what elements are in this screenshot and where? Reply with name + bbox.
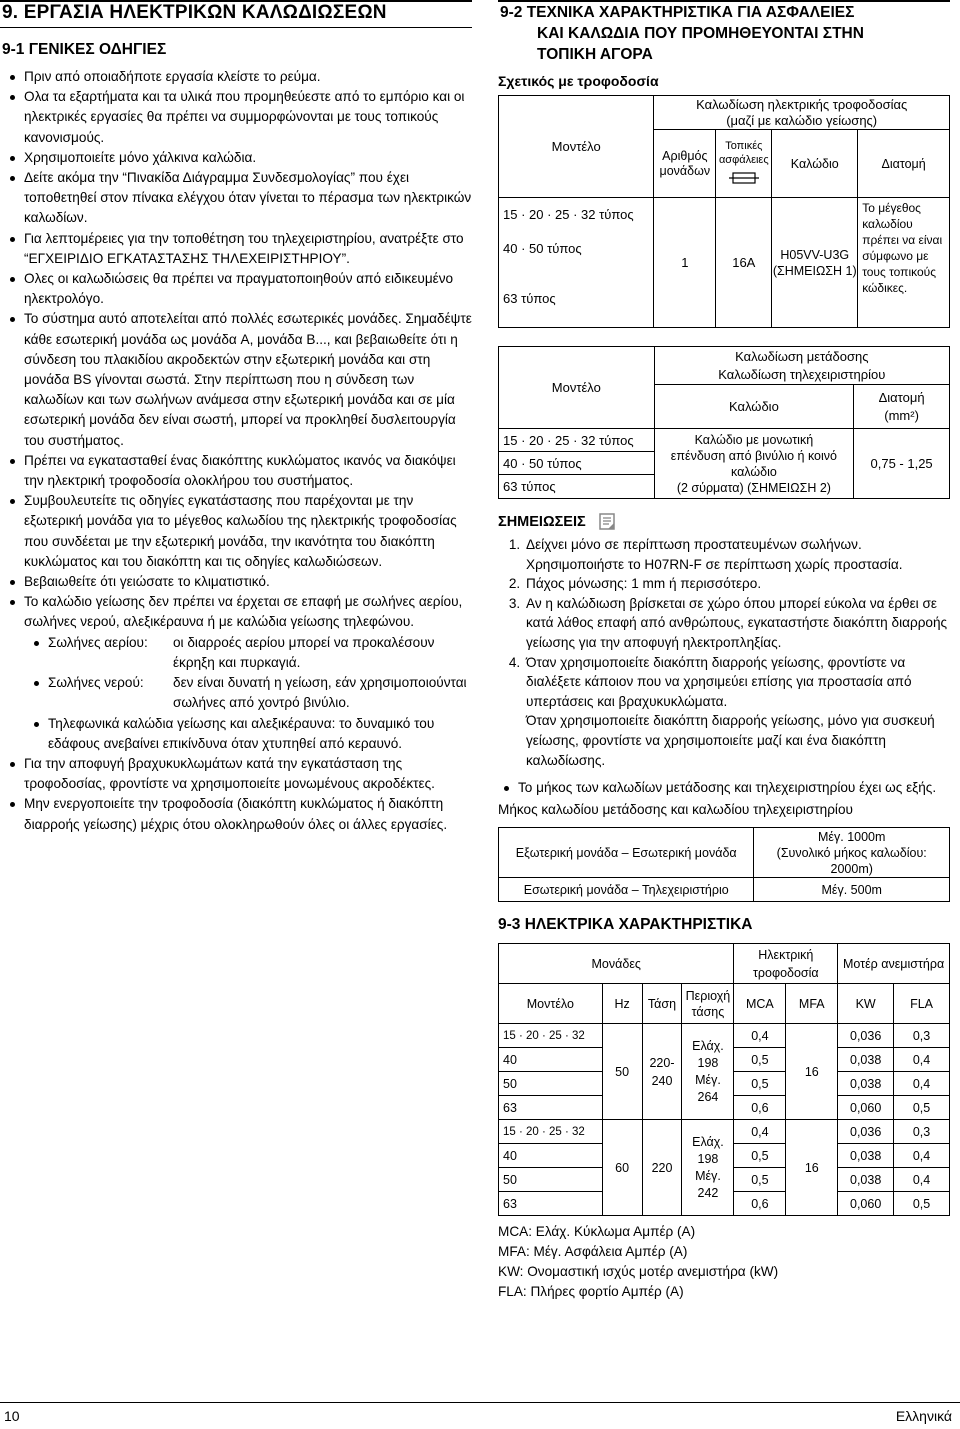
header-line: Καλωδίωση ηλεκτρικής τροφοδοσίας	[696, 96, 908, 112]
cell-kw: 0,036	[838, 1120, 894, 1144]
note-paragraph: Όταν χρησιμοποιείτε διακόπτη διαρροής γείωσης, μόνο για συσκευή γείωσης, φροντίστε να χρησιμοποιείτε μαζί και ένα διακόπτη καλωδίωσης.	[526, 713, 935, 768]
sublist-value: δεν είναι δυνατή η γείωση, εάν χρησιμοποιούνται σωλήνες από χοντρό βινύλιο.	[173, 675, 467, 711]
cable-value	[772, 198, 858, 328]
length-row-value	[754, 828, 950, 878]
list-item: Συμβουλευτείτε τις οδηγίες εγκατάστασης που παρέχονται με την εξωτερική μονάδα για το μέγεθος καλωδίου της ηλεκτρικής τροφοδοσίας που συνδέεται με την εξωτερική μονάδα, την ικανότητα του διακόπτη κυκλώματος και του διακόπτη και τις οδηγίες καλωδιώσεων.	[10, 491, 472, 572]
legend-item: MFA: Μέγ. Ασφάλεια Αμπέρ (A)	[498, 1244, 688, 1260]
table-header-model: Μοντέλο	[499, 96, 654, 198]
cell-kw: 0,038	[838, 1048, 894, 1072]
table-header-power-wiring	[654, 96, 950, 130]
table-header-mca: MCA	[734, 984, 786, 1024]
footer-rule	[0, 1402, 960, 1403]
fuse-icon	[729, 171, 759, 185]
list-item: Μην ενεργοποιείτε την τροφοδοσία (διακόπτη κυκλώματος ή διακόπτη διαρροής γείωσης) μέχρις ότου ολοκληρωθούν όλες οι άλλες εργασίες.	[10, 794, 472, 834]
cell-fla: 0,4	[894, 1168, 950, 1192]
list-item: Το σύστημα αυτό αποτελείται από πολλές εσωτερικές μονάδες. Σημαδέψτε κάθε εσωτερική μονάδα ως μονάδα A, μονάδα B..., και βεβαιωθείτε ότι η σύνδεση του πλακιδίου ακροδεκτών στην εξωτερική μονάδα και στη μονάδα BS γίνονται σωστά. Στην περίπτωση που η σύνδεση των καλωδίων και των σωλήνων ανάμεσα στην εξωτερική μονάδα και σε μία εσωτερική μονάδα δεν είναι σωστή, μπορεί να προκληθεί δυσλειτουργία του συστήματος.	[10, 309, 472, 450]
chapter-title: 9. ΕΡΓΑΣΙΑ ΗΛΕΚΤΡΙΚΩΝ ΚΑΛΩΔΙΩΣΕΩΝ	[0, 0, 472, 28]
header-line: Καλωδίωση μετάδοσης	[735, 348, 869, 364]
table-row	[499, 1024, 950, 1048]
cell-model: 40	[499, 1048, 603, 1072]
table-header-cable: Καλώδιο	[772, 130, 858, 198]
cell-model: 40	[499, 1144, 603, 1168]
legend-item: MCA: Ελάχ. Κύκλωμα Αμπέρ (A)	[498, 1224, 696, 1240]
length-list	[498, 778, 950, 798]
cell-fla: 0,4	[894, 1048, 950, 1072]
cell-mfa: 16	[786, 1024, 838, 1120]
notes-list	[498, 535, 950, 770]
cable-length-table	[498, 827, 950, 902]
cell-fla: 0,4	[894, 1072, 950, 1096]
cell-hz: 50	[602, 1024, 642, 1120]
cable-value	[654, 429, 854, 499]
table-header-model: Μοντέλο	[499, 347, 655, 429]
length-heading: Μήκος καλωδίου μετάδοσης και καλωδίου τηλεχειριστηρίου	[498, 802, 853, 818]
cell-fla: 0,3	[894, 1024, 950, 1048]
notes-title-text: ΣΗΜΕΙΩΣΕΙΣ	[498, 514, 586, 530]
cell-mca: 0,5	[734, 1048, 786, 1072]
section-title-9-2	[498, 0, 950, 65]
note-item: 1. Δείχνει μόνο σε περίπτωση προστατευμένων σωλήνων. Χρησιμοποιήστε το H07RN-F σε περίπτωση χωρίς προστασία.	[524, 535, 950, 574]
cell-kw: 0,038	[838, 1144, 894, 1168]
cell-line: (ΣΗΜΕΙΩΣΗ 1)	[772, 263, 857, 278]
header-line: Καλωδίωση τηλεχειριστηρίου	[718, 366, 886, 382]
cell-kw: 0,060	[838, 1192, 894, 1216]
cell-range: Ελάχ. 198 Μέγ. 242	[682, 1120, 734, 1216]
notes-title	[498, 513, 950, 531]
model-name: 40 · 50 τύπος	[499, 452, 654, 475]
cell-kw: 0,038	[838, 1072, 894, 1096]
section-title-line: 9-2 ΤΕΧΝΙΚΑ ΧΑΡΑΚΤΗΡΙΣΤΙΚΑ ΓΙΑ ΑΣΦΑΛΕΙΕΣ	[500, 4, 855, 21]
cell-hz: 60	[602, 1120, 642, 1216]
cell-volt: 220-240	[642, 1024, 682, 1120]
cell-fla: 0,3	[894, 1120, 950, 1144]
list-item-text: Το καλώδιο γείωσης δεν πρέπει να έρχεται σε επαφή με σωλήνες αερίου, σωλήνες νερού, αλεξικέραυνα ή με καλώδια γείωσης τηλεφώνου.	[24, 594, 463, 630]
legend-item: KW: Ονομαστική ισχύς μοτέρ ανεμιστήρα (kW)	[498, 1264, 779, 1280]
cell-model: 15 · 20 · 25 · 32	[499, 1024, 603, 1048]
table-header-hz: Hz	[602, 984, 642, 1024]
table-header-mfa: MFA	[786, 984, 838, 1024]
table-header-range: Περιοχή τάσης	[682, 984, 734, 1024]
header-line: (μαζί με καλώδιο γείωσης)	[726, 112, 878, 128]
cell-model: 50	[499, 1168, 603, 1192]
table-header-motor: Μοτέρ ανεμιστήρα	[838, 944, 950, 984]
table-legend	[498, 1222, 950, 1302]
table-header-section: Διατομή	[858, 130, 950, 198]
model-list	[499, 429, 655, 499]
fuse-value: 16A	[716, 198, 772, 328]
list-item: Πρέπει να εγκατασταθεί ένας διακόπτης κυκλώματος ικανός να διακόψει την ηλεκτρική τροφοδοσία ολοκλήρου του συστήματος.	[10, 451, 472, 491]
table-header-fla: FLA	[894, 984, 950, 1024]
length-row-value: Μέγ. 500m	[754, 878, 950, 902]
power-subheading: Σχετικός με τροφοδοσία	[498, 73, 659, 89]
cell-mfa: 16	[786, 1120, 838, 1216]
section-value: 0,75 - 1,25	[854, 429, 950, 499]
model-name: 40 · 50 τύπος	[503, 241, 582, 256]
units-value: 1	[654, 198, 716, 328]
table-header-transmission	[654, 347, 949, 385]
cell-mca: 0,6	[734, 1192, 786, 1216]
note-item: 3. Αν η καλώδιωση βρίσκεται σε χώρο όπου μπορεί εύκολα να έρθει σε κατά λάθος επαφή από ανθρώπους, εγκαταστήστε διακόπτη διαρροής γείωσης για την αποφυγή ηλεκτροπληξίας.	[524, 594, 950, 653]
cell-model: 50	[499, 1072, 603, 1096]
cell-kw: 0,036	[838, 1024, 894, 1048]
header-line: Τοπικές ασφάλειες	[718, 139, 769, 166]
section-title-line: ΚΑΙ ΚΑΛΩΔΙΑ ΠΟΥ ΠΡΟΜΗΘΕΥΟΝΤΑΙ ΣΤΗΝ	[537, 25, 864, 42]
table-row	[499, 1120, 950, 1144]
electrical-characteristics-table	[498, 943, 950, 1216]
model-name: 15 · 20 · 25 · 32 τύπος	[499, 429, 654, 452]
cell-line: 2000m)	[830, 861, 873, 876]
cell-fla: 0,5	[894, 1096, 950, 1120]
list-item: Δείτε ακόμα την “Πινακίδα Διάγραμμα Συνδεσμολογίας” που έχει τοποθετηθεί στον πίνακα ελέγχου όταν γίνεται το πέρασμα των ηλεκτρικών καλωδίων.	[10, 168, 472, 229]
model-list	[499, 198, 654, 328]
note-item	[524, 653, 950, 771]
cell-mca: 0,4	[734, 1120, 786, 1144]
note-icon	[594, 513, 620, 531]
list-item: Για λεπτομέρειες για την τοποθέτηση του τηλεχειριστηρίου, ανατρέξτε στο “ΕΓΧΕΙΡΙΔΙΟ ΕΓΚΑΤΑΣΤΑΣΗΣ ΤΗΛΕΧΕΙΡΙΣΤΗΡΙΟΥ”.	[10, 229, 472, 269]
length-row-key: Εξωτερική μονάδα – Εσωτερική μονάδα	[499, 828, 754, 878]
general-instructions-list	[0, 67, 472, 835]
model-name: 63 τύπος	[503, 479, 556, 494]
cell-line: (Συνολικό μήκος καλωδίου:	[776, 845, 927, 860]
cell-range: Ελάχ. 198 Μέγ. 264	[682, 1024, 734, 1120]
length-row-key: Εσωτερική μονάδα – Τηλεχειριστήριο	[499, 878, 754, 902]
left-column	[0, 0, 472, 835]
cell-line: Μέγ. 1000m	[818, 829, 886, 844]
right-column	[498, 0, 950, 1302]
table-header-power: Ηλεκτρική τροφοδοσία	[734, 944, 838, 984]
cell-fla: 0,4	[894, 1144, 950, 1168]
section-title-9-3: 9-3 ΗΛΕΚΤΡΙΚΑ ΧΑΡΑΚΤΗΡΙΣΤΙΚΑ	[498, 916, 753, 934]
page-number: 10	[4, 1408, 20, 1424]
cell-mca: 0,4	[734, 1024, 786, 1048]
list-item: Για την αποφυγή βραχυκυκλωμάτων κατά την εγκατάσταση της τροφοδοσίας, φροντίστε να χρησιμοποιείτε μονωμένους ακροδέκτες.	[10, 754, 472, 794]
table-header-units: Μονάδες	[499, 944, 734, 984]
footer-language: Ελληνικά	[895, 1408, 952, 1424]
cell-model: 63	[499, 1192, 603, 1216]
table-header-fuses	[716, 130, 772, 198]
section-title-9-1: 9-1 ΓΕΝΙΚΕΣ ΟΔΗΓΙΕΣ	[2, 41, 167, 58]
legend-item: FLA: Πλήρες φορτίο Αμπέρ (A)	[498, 1284, 684, 1300]
cell-model: 63	[499, 1096, 603, 1120]
header-line: Διατομή	[878, 389, 925, 405]
cell-mca: 0,5	[734, 1144, 786, 1168]
note-paragraph: 4. Όταν χρησιμοποιείτε διακόπτη διαρροής γείωσης, φροντίστε να διαλέξετε κάποιον που να χρησιμεύει επίσης για προστασία από υπερτάσεις και βραχυκυκλώματα.	[526, 654, 912, 709]
cell-line: καλώδιο	[730, 464, 777, 479]
cell-line: επένδυση από βινύλιο ή κοινό	[670, 448, 837, 463]
table-header-units: Αριθμός μονάδων	[654, 130, 716, 198]
sublist-item	[34, 673, 472, 713]
cell-line: (2 σύρματα) (ΣΗΜΕΙΩΣΗ 2)	[676, 480, 831, 495]
list-item: Πριν από οποιαδήποτε εργασία κλείστε το ρεύμα.	[10, 67, 472, 87]
power-wiring-table	[498, 95, 950, 328]
table-header-section	[854, 385, 950, 429]
list-item	[10, 592, 472, 754]
model-name: 63 τύπος	[503, 291, 556, 306]
table-header-kw: KW	[838, 984, 894, 1024]
header-line: (mm²)	[884, 407, 919, 423]
list-item: Βεβαιωθείτε ότι γειώσατε το κλιματιστικό.	[10, 572, 472, 592]
cell-line: H05VV-U3G	[780, 247, 850, 262]
sublist-item	[34, 633, 472, 673]
transmission-wiring-table	[498, 346, 950, 499]
list-item: Ολες οι καλωδιώσεις θα πρέπει να πραγματοποιηθούν από ειδικευμένο ηλεκτρολόγο.	[10, 269, 472, 309]
table-header-model: Μοντέλο	[499, 984, 603, 1024]
list-item: Ολα τα εξαρτήματα και τα υλικά που προμηθεύεστε από το εμπόριο και οι ηλεκτρικές εργασίες θα πρέπει να συμμορφώνονται με τους τοπικούς κανονισμούς.	[10, 87, 472, 148]
sublist-item: Τηλεφωνικά καλώδια γείωσης και αλεξικέραυνα: το δυναμικό του εδάφους ανεβαίνει επικίνδυνα όταν χτυπηθεί από κεραυνό.	[34, 714, 472, 754]
list-item: Χρησιμοποιείτε μόνο χάλκινα καλώδια.	[10, 148, 472, 168]
sublist-key: Σωλήνες νερού:	[48, 675, 144, 691]
list-item: Το μήκος των καλωδίων μετάδοσης και τηλεχειριστηρίου έχει ως εξής.	[504, 778, 950, 798]
cell-kw: 0,038	[838, 1168, 894, 1192]
model-name: 15 · 20 · 25 · 32 τύπος	[503, 207, 634, 222]
table-header-volt: Τάση	[642, 984, 682, 1024]
sublist-value: οι διαρροές αερίου μπορεί να προκαλέσουν έκρηξη και πυρκαγιά.	[173, 634, 435, 670]
table-header-cable: Καλώδιο	[654, 385, 854, 429]
note-item: 2. Πάχος μόνωσης: 1 mm ή περισσότερο.	[524, 574, 950, 594]
cell-fla: 0,5	[894, 1192, 950, 1216]
sublist-key: Σωλήνες αερίου:	[48, 634, 148, 650]
cell-mca: 0,5	[734, 1072, 786, 1096]
cell-model: 15 · 20 · 25 · 32	[499, 1120, 603, 1144]
cell-volt: 220	[642, 1120, 682, 1216]
grounding-sublist	[24, 633, 472, 754]
section-value: Το μέγεθος καλωδίου πρέπει να είναι σύμφωνο με τους τοπικούς κώδικες.	[858, 198, 950, 328]
cell-mca: 0,6	[734, 1096, 786, 1120]
cell-mca: 0,5	[734, 1168, 786, 1192]
cell-line: Καλώδιο με μονωτική	[694, 432, 814, 447]
cell-kw: 0,060	[838, 1096, 894, 1120]
section-title-line: ΤΟΠΙΚΗ ΑΓΟΡΑ	[537, 46, 653, 63]
